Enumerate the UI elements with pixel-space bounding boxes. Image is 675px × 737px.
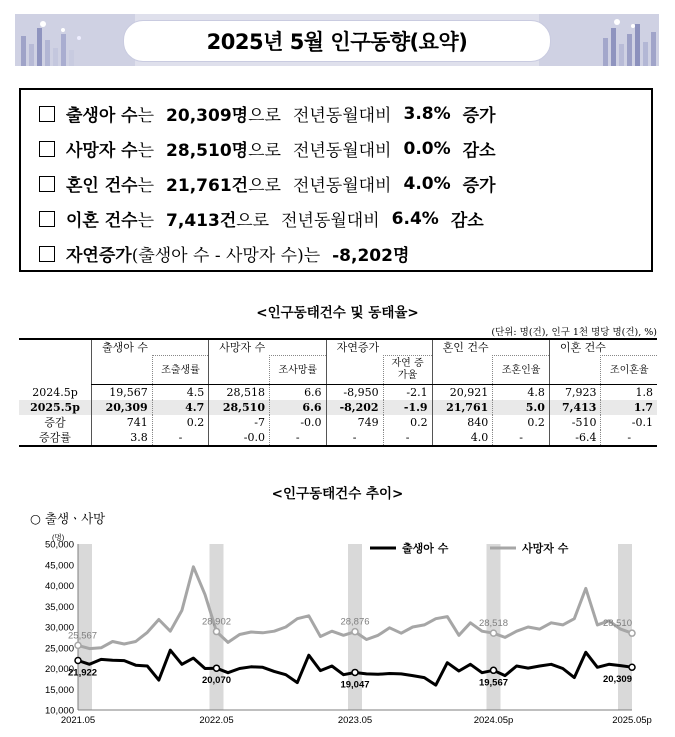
summary-connector: 으로 [248,176,281,196]
y-tick-label: 10,000 [44,705,74,717]
table-subheader: 조혼인율 [493,356,550,385]
table-subheader: 조출생률 [152,356,209,385]
table-cell: - [601,430,657,446]
table-cell: -8,202 [326,400,383,415]
row-label: 증감률 [19,430,92,446]
x-tick-label: 2024.05p [473,715,514,726]
table-cell: 28,518 [209,385,270,401]
table-row [19,415,657,430]
data-point-marker [214,629,220,635]
data-point-marker [629,664,635,670]
summary-line-deaths [39,131,651,166]
table-cell: - [152,430,209,446]
data-point-label: 20,309 [602,674,632,686]
summary-compare: 전년동월대비 [292,106,392,126]
chart-subtitle: ○ 출생ㆍ사망 [30,511,106,526]
summary-subject: 자연증가 [66,246,132,266]
y-tick-label: 30,000 [44,622,74,634]
summary-box [19,88,653,272]
summary-rate: 3.8% [403,103,451,124]
table-cell: -510 [549,415,601,430]
summary-direction: 감소 [450,211,484,231]
y-tick-label: 35,000 [44,601,74,613]
summary-line-natural-increase [39,236,651,271]
table-cell: - [326,430,383,446]
data-point-label: 28,510 [602,618,632,630]
data-point-marker [629,630,635,636]
table-subheader: 조이혼율 [601,356,657,385]
table-cell: 749 [326,415,383,430]
table-cell: 4.5 [152,385,209,401]
table-cell: -1.9 [383,400,432,415]
table-cell: -6.4 [549,430,601,446]
table-group-header: 자연증가 [326,339,432,356]
table-cell: - [493,430,550,446]
table-cell: 20,921 [432,385,493,401]
data-point-marker [75,658,81,664]
summary-rate: 4.0% [403,173,451,194]
table-cell: -0.0 [209,430,270,446]
summary-particle: 는 [137,211,155,231]
table-cell: 840 [432,415,493,430]
table-cell: 1.8 [601,385,657,401]
summary-paren: (출생아 수 - 사망자 수)는 [131,246,321,266]
summary-direction: 증가 [462,106,496,126]
table-cell: -2.1 [383,385,432,401]
data-point-label: 19,047 [340,679,370,691]
table-cell: 3.8 [92,430,153,446]
summary-value: 28,510명 [166,141,249,161]
table-cell: -0.1 [601,415,657,430]
table-cell: 4.7 [152,400,209,415]
summary-direction: 증가 [462,176,496,196]
data-point-marker [491,667,497,673]
y-tick-label: 50,000 [44,539,74,551]
summary-line-divorces [39,201,651,236]
row-label: 2024.5p [32,385,78,399]
summary-value: -8,202명 [332,246,410,266]
table-cell: 1.7 [601,400,657,415]
table-cell: -0.0 [269,415,326,430]
summary-particle: 는 [137,176,155,196]
table-corner [19,339,92,385]
data-point-label: 28,518 [478,618,509,630]
table-cell: -8,950 [326,385,383,401]
summary-connector: 으로 [236,211,270,231]
table-cell: 0.2 [152,415,209,430]
data-point-label: 21,922 [68,667,98,679]
summary-particle: 는 [137,141,155,161]
table-cell: 4.8 [493,385,550,401]
x-tick-label: 2022.05 [199,715,234,726]
page-title: 2025년 5월 인구동향(요약) [206,30,468,54]
summary-direction: 감소 [462,141,496,161]
may-highlight-band [78,544,92,710]
table-cell: 6.6 [269,385,326,401]
checkbox-square-icon [39,141,55,157]
table-group-header: 이혼 건수 [549,339,657,356]
table-group-header: 혼인 건수 [432,339,549,356]
data-point-label: 28,876 [340,616,370,628]
summary-line-births [39,96,651,131]
table-cell: 6.6 [269,400,326,415]
table-cell: 0.2 [493,415,550,430]
y-tick-label: 40,000 [44,581,74,592]
table-subheader: 자연 증가율 [383,356,432,385]
chart-title: <인구동태건수 추이> [271,486,404,502]
summary-compare: 전년동월대비 [292,176,392,196]
summary-value: 7,413건 [166,211,237,231]
table-cell: 741 [92,415,153,430]
table-cell: 28,510 [209,400,270,415]
stats-table [19,338,657,447]
summary-rate: 6.4% [391,208,439,229]
table-title: <인구동태건수 및 동태율> [256,305,419,321]
summary-subject: 사망자 수 [66,141,138,161]
table-cell: - [269,430,326,446]
table-cell: 0.2 [383,415,432,430]
data-point-label: 20,070 [201,675,232,687]
y-tick-label: 25,000 [44,643,74,655]
table-subheader: 조사망률 [269,356,326,385]
data-point-marker [214,665,220,671]
checkbox-square-icon [39,176,55,192]
summary-value: 21,761건 [166,176,249,196]
title-banner [15,14,659,66]
data-point-marker [352,629,358,635]
title-pill [123,20,551,62]
data-point-marker [352,669,358,675]
table-cell: 7,413 [549,400,601,415]
table-row [19,430,657,446]
legend-label: 출생아 수 [402,542,449,555]
x-tick-label: 2023.05 [337,715,373,726]
row-label: 증감 [44,416,66,429]
summary-subject: 출생아 수 [66,106,138,126]
summary-line-marriages [39,166,651,201]
y-tick-label: 20,000 [44,664,74,675]
table-cell: 5.0 [493,400,550,415]
summary-compare: 전년동월대비 [292,141,392,161]
summary-rate: 0.0% [403,138,451,159]
table-cell: -7 [209,415,270,430]
x-tick-label: 2025.05p [612,715,652,726]
data-point-marker [491,630,497,636]
table-cell: 21,761 [432,400,493,415]
y-tick-label: 15,000 [44,684,74,696]
table-unit: (단위: 명(건), 인구 1천 명당 명(건), %) [491,327,657,338]
summary-connector: 으로 [248,141,281,161]
summary-particle: 는 [137,106,155,126]
bar-chart-decoration-icon [539,14,659,66]
table-cell: 7,923 [549,385,601,401]
checkbox-square-icon [39,106,55,122]
legend-label: 사망자 수 [522,542,569,555]
y-tick-label: 45,000 [44,560,74,572]
summary-subject: 이혼 건수 [66,211,138,231]
births-deaths-line-chart [20,528,652,728]
data-point-label: 28,902 [201,616,232,628]
summary-value: 20,309명 [166,106,249,126]
summary-connector: 으로 [248,106,281,126]
row-label: 2025.5p [19,400,92,415]
x-tick-label: 2021.05 [60,715,96,726]
data-point-label: 25,567 [68,630,98,642]
table-cell: 19,567 [92,385,153,401]
table-cell: 20,309 [92,400,153,415]
bar-chart-decoration-icon [15,14,135,66]
summary-compare: 전년동월대비 [281,211,380,231]
y-unit-label: (명) [52,533,65,542]
table-row-highlight [19,400,657,415]
summary-subject: 혼인 건수 [66,176,138,196]
table-cell: - [383,430,432,446]
table-group-header: 출생아 수 [92,339,209,356]
table-group-header: 사망자 수 [209,339,326,356]
data-point-label: 19,567 [478,677,509,689]
checkbox-square-icon [39,211,55,227]
checkbox-square-icon [39,246,55,262]
table-cell: 4.0 [432,430,493,446]
data-point-marker [75,642,81,648]
table-row [19,385,657,401]
